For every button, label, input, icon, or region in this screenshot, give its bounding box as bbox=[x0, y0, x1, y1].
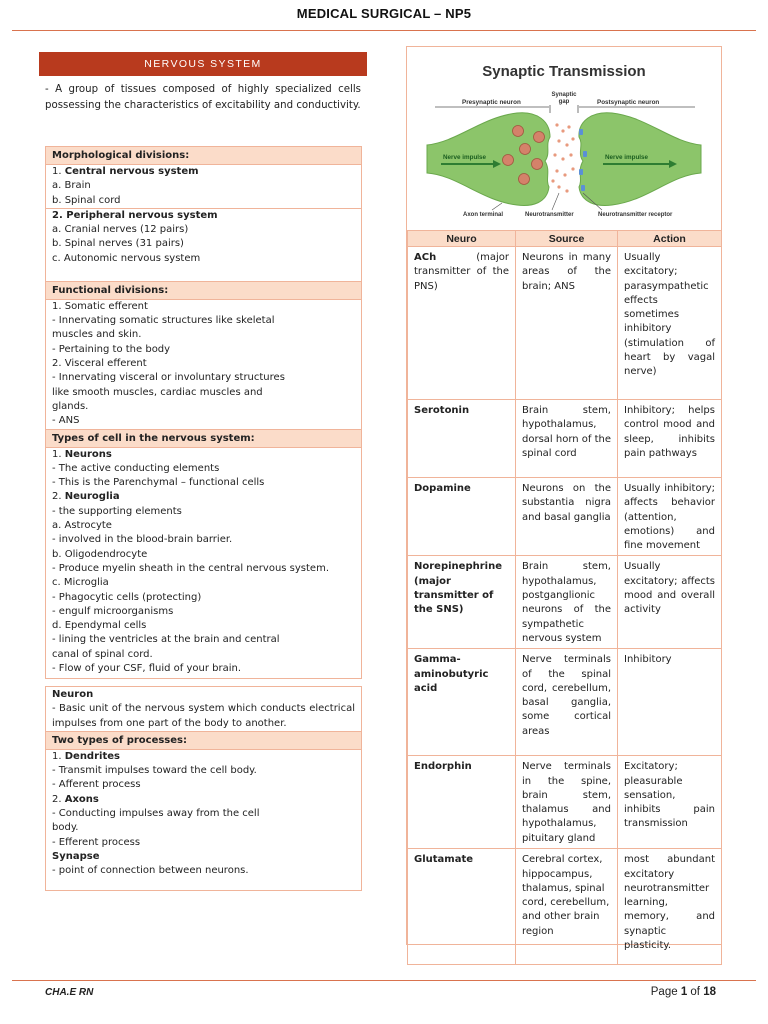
neuron-block bbox=[46, 687, 361, 702]
table-row bbox=[408, 247, 722, 400]
axons-title: Axons bbox=[64, 793, 99, 805]
table-row bbox=[408, 478, 722, 556]
action-cell: Excitatory; pleasurable sensation, inhibits pain transmission bbox=[618, 756, 722, 849]
source-cell: Brain stem, hypothalamus, dorsal horn of the spinal cord bbox=[516, 400, 618, 478]
dendrites-body: - Transmit impulses toward the cell body. - Afferent process bbox=[52, 765, 257, 791]
neuro-cell: Norepinephrine (major transmitter of the SNS) bbox=[408, 556, 516, 649]
source-cell: Neurons on the substantia nigra and basal ganglia bbox=[516, 478, 618, 556]
vesicle bbox=[532, 159, 543, 170]
neuro-name: ACh bbox=[414, 252, 437, 263]
footer-rule bbox=[12, 980, 756, 981]
header-rule bbox=[12, 30, 756, 31]
gap-line-2: gap bbox=[558, 99, 570, 105]
cns-number: 1. bbox=[52, 166, 65, 177]
action-cell: Usually excitatory; affects mood and overall activity bbox=[618, 556, 722, 649]
dendrites-number: 1. bbox=[52, 750, 65, 762]
col-header-neuro: Neuro bbox=[408, 231, 516, 247]
processes-heading: Two types of processes: bbox=[46, 731, 361, 750]
neuro-cell: Endorphin bbox=[408, 756, 516, 849]
axon-terminal-pointer bbox=[492, 203, 502, 210]
source-cell: Nerve terminals of the spinal cord, cerebellum, basal ganglia, some cortical areas bbox=[516, 649, 618, 756]
pns-title: . Peripheral nervous system bbox=[58, 209, 218, 221]
table-row bbox=[408, 556, 722, 649]
source-cell: Neurons in many areas of the brain; ANS bbox=[516, 247, 618, 400]
functional-body: 1. Somatic efferent - Innervating somatic structures like skeletal muscles and skin. - Pertaining to the body 2. Visceral efferent - Innervating visceral or involuntary structures like smooth muscles, cardiac muscles and glands. - ANS bbox=[52, 300, 285, 427]
pns-block bbox=[46, 208, 361, 281]
col-header-action: Action bbox=[618, 231, 722, 247]
vesicle bbox=[520, 144, 531, 155]
neuro-cell: Gamma-aminobutyric acid bbox=[408, 649, 516, 756]
postsynaptic-label: Postsynaptic neuron bbox=[597, 99, 660, 106]
axon-terminal-label: Axon terminal bbox=[463, 212, 504, 218]
neuron-box bbox=[45, 686, 362, 891]
action-cell: most abundant excitatory neurotransmitter learning, memory, and synaptic plasticity. bbox=[618, 849, 722, 965]
action-cell: Inhibitory bbox=[618, 649, 722, 756]
cns-title: Central nervous system bbox=[64, 166, 199, 177]
impulse-label-right: Nerve impulse bbox=[605, 154, 649, 161]
processes-body bbox=[46, 750, 361, 879]
page-of: of bbox=[687, 986, 704, 998]
left-column bbox=[39, 52, 367, 114]
source-cell: Brain stem, hypothalamus, postganglionic neurons of the sympathetic nervous system bbox=[516, 556, 618, 649]
action-cell: Usually inhibitory; affects behavior (attention, emotions) and fine movement bbox=[618, 478, 722, 556]
neuroglia-body: - the supporting elements a. Astrocyte - involved in the blood-brain barrier. b. Oligodendrocyte - Produce myelin sheath in the central nervous system. c. Microglia - Phagocytic cells (protecting) - engulf microorganisms d. Ependymal cells - lining the ventricles at the brain and central canal of spinal cord. - Flow of your CSF, fluid of your brain. bbox=[52, 505, 330, 675]
table-row bbox=[408, 756, 722, 849]
pns-items: a. Cranial nerves (12 pairs) b. Spinal nerves (31 pairs) c. Autonomic nervous system bbox=[52, 224, 201, 264]
vesicle bbox=[534, 132, 545, 143]
neurons-number: 1. bbox=[52, 448, 65, 460]
neuro-cell: Glutamate bbox=[408, 849, 516, 965]
neuroglia-number: 2. bbox=[52, 491, 65, 503]
neuro-cell: Serotonin bbox=[408, 400, 516, 478]
right-column bbox=[406, 46, 722, 952]
page-indicator bbox=[651, 986, 716, 998]
neuron-body: - Basic unit of the nervous system which conducts electrical impulses from one part of the body to another. bbox=[52, 703, 359, 729]
page-header bbox=[0, 0, 768, 28]
pns-number: 2 bbox=[52, 209, 59, 221]
page-prefix: Page bbox=[650, 986, 681, 998]
cell-types-heading: Types of cell in the nervous system: bbox=[46, 429, 361, 448]
cns-block bbox=[46, 165, 361, 208]
table-row bbox=[408, 649, 722, 756]
morphological-heading: Morphological divisions: bbox=[46, 147, 361, 165]
table-header-row bbox=[408, 231, 722, 247]
action-cell: Inhibitory; helps control mood and sleep, inhibits pain pathways bbox=[618, 400, 722, 478]
page-number: 1 bbox=[680, 986, 688, 998]
synapse-title: Synapse bbox=[52, 850, 100, 862]
neurotransmitter-table bbox=[407, 230, 722, 965]
functional-heading: Functional divisions: bbox=[46, 281, 361, 300]
divisions-box bbox=[45, 146, 362, 679]
synaptic-transmission-diagram bbox=[407, 47, 721, 230]
neuro-note: (major transmitter of the PNS) bbox=[414, 252, 509, 292]
neuro-cell: Dopamine bbox=[408, 478, 516, 556]
neurotransmitter-pointer bbox=[552, 193, 559, 210]
gap-line-1: Synaptic bbox=[551, 92, 577, 98]
dendrites-title: Dendrites bbox=[64, 750, 120, 762]
synaptic-gap-label bbox=[551, 92, 577, 105]
neuroglia-title: Neuroglia bbox=[64, 491, 120, 503]
section-banner: NERVOUS SYSTEM bbox=[39, 52, 367, 76]
action-cell: Usually excitatory; parasympathetic effects sometimes inhibitory (stimulation of heart by vagal nerve) bbox=[618, 247, 722, 400]
table-row bbox=[408, 849, 722, 965]
footer-author: CHA.E RN bbox=[45, 987, 94, 998]
receptor-label: Neurotransmitter receptor bbox=[598, 212, 673, 218]
neuron-title: Neuron bbox=[52, 689, 94, 700]
axons-number: 2. bbox=[52, 793, 65, 805]
intro-paragraph: - A group of tissues composed of highly specialized cells possessing the characteristics of excitability and conductivity. bbox=[45, 84, 361, 111]
vesicle bbox=[513, 126, 524, 137]
impulse-label-left: Nerve impulse bbox=[443, 154, 487, 161]
cns-items: a. Brain b. Spinal cord bbox=[52, 180, 121, 206]
col-header-source: Source bbox=[516, 231, 618, 247]
presynaptic-label: Presynaptic neuron bbox=[462, 99, 521, 106]
neurons-block bbox=[46, 448, 361, 677]
neurons-body: - The active conducting elements - This is the Parenchymal – functional cells bbox=[52, 462, 265, 489]
diagram-title: Synaptic Transmission bbox=[482, 63, 646, 80]
vesicle bbox=[503, 155, 514, 166]
neuro-cell bbox=[408, 247, 516, 400]
neurotransmitter-dots bbox=[551, 123, 574, 192]
neurons-title: Neurons bbox=[64, 448, 112, 460]
axons-body: - Conducting impulses away from the cell body. - Efferent process bbox=[52, 808, 260, 848]
page-total: 18 bbox=[703, 986, 716, 998]
table-row bbox=[408, 400, 722, 478]
vesicle bbox=[519, 174, 530, 185]
source-cell: Cerebral cortex, hippocampus, thalamus, spinal cord, cerebellum, and other brain region bbox=[516, 849, 618, 965]
document-title: MEDICAL SURGICAL – NP5 bbox=[296, 6, 472, 21]
source-cell: Nerve terminals in the spine, brain stem, thalamus and hypothalamus, pituitary gland bbox=[516, 756, 618, 849]
synapse-body: - point of connection between neurons. bbox=[52, 865, 249, 877]
neurotransmitter-label: Neurotransmitter bbox=[525, 212, 574, 218]
